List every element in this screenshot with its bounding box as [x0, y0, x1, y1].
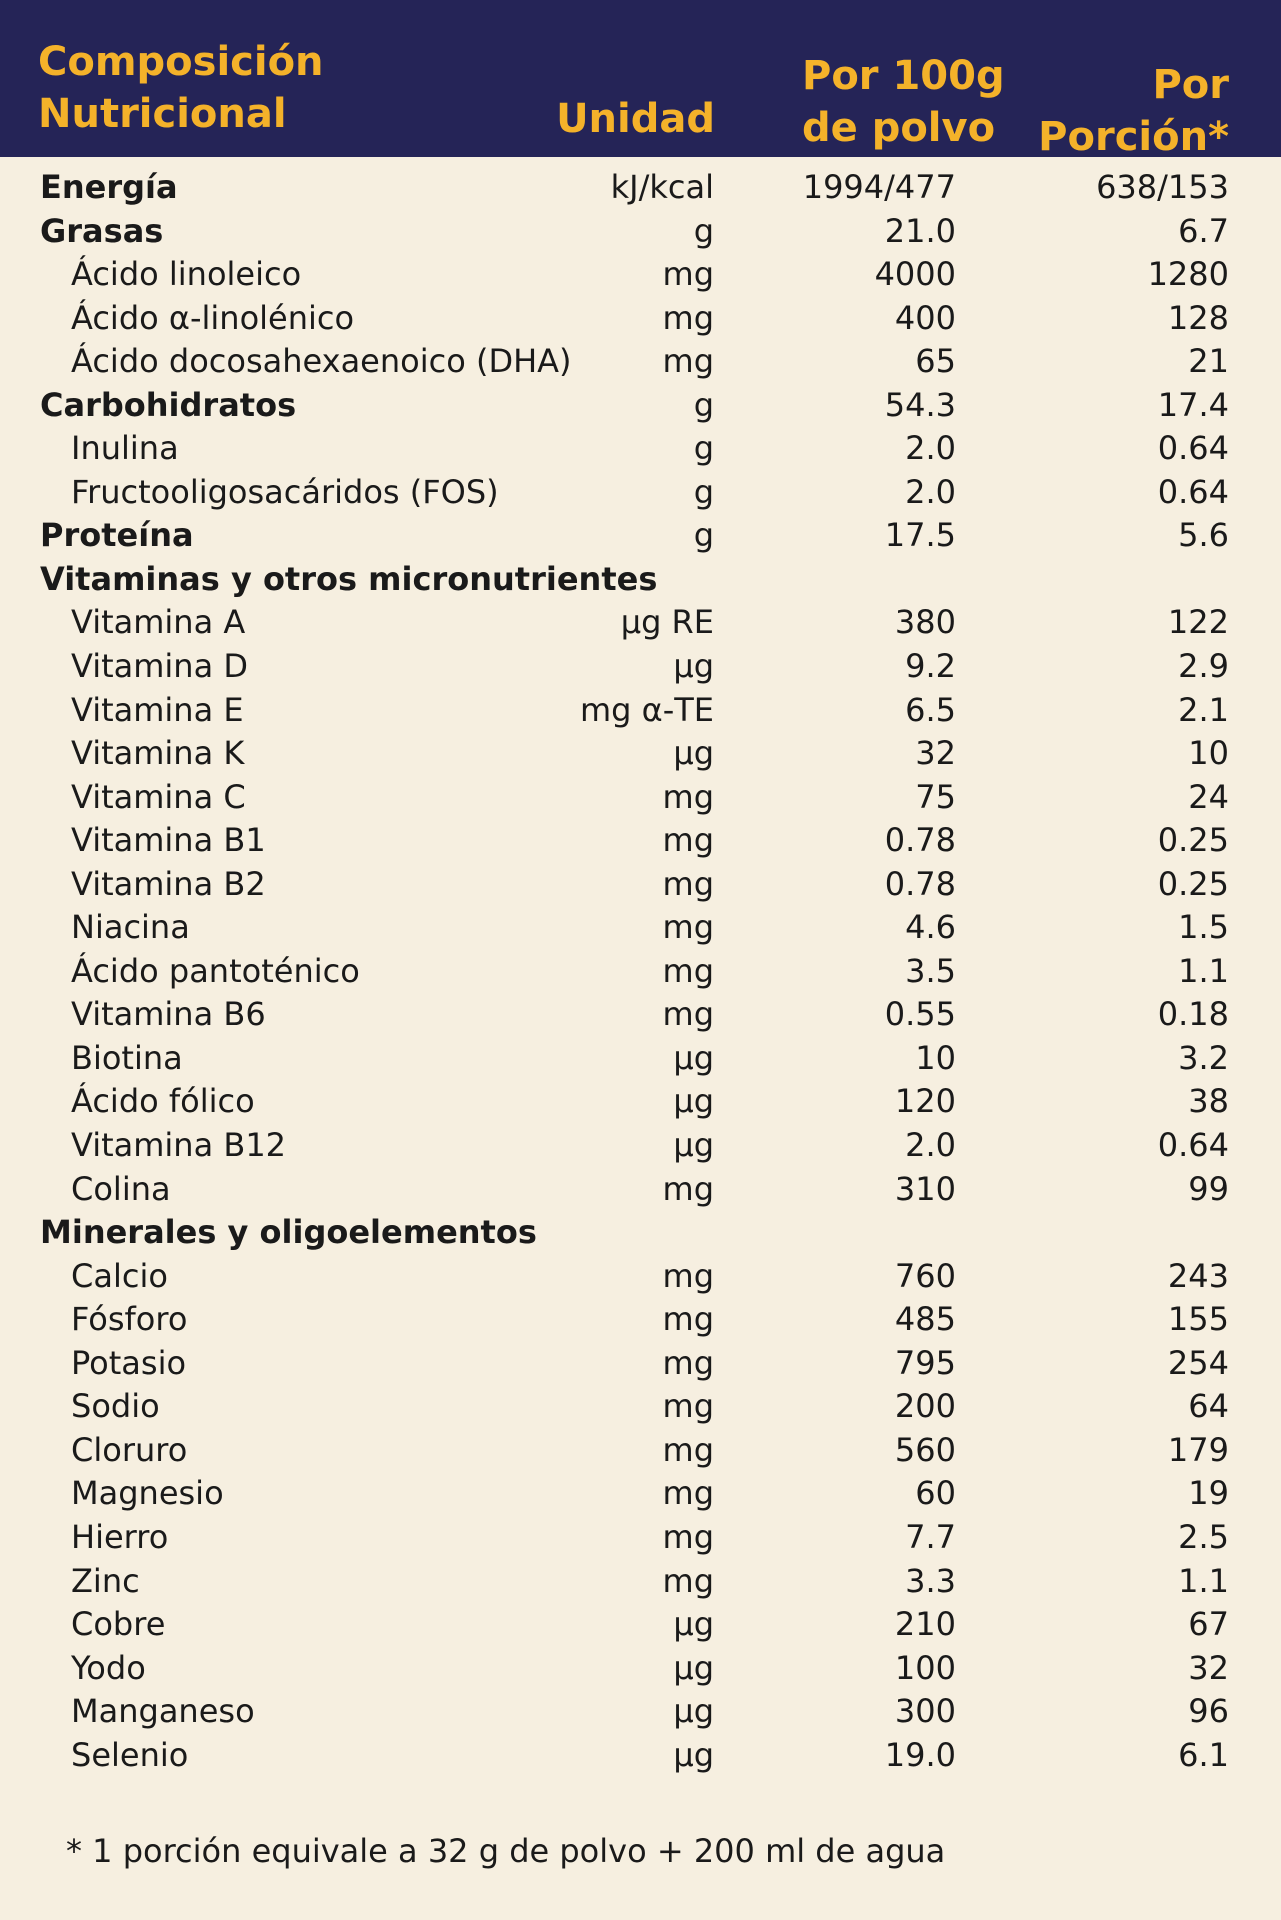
per-100g-value: 380: [894, 603, 956, 642]
per-portion-value: 0.18: [1157, 995, 1229, 1034]
per-portion-value: 155: [1167, 1300, 1229, 1339]
unit-cell: mg: [662, 1256, 714, 1295]
unit-cell: mg: [662, 908, 714, 947]
table-row: [0, 471, 1281, 515]
table-row: [0, 1472, 1281, 1516]
per-100g-value: 4.6: [905, 908, 956, 947]
unit-cell: µg: [673, 647, 714, 686]
nutrient-name: Vitamina K: [71, 734, 245, 773]
unit-cell: µg: [673, 1605, 714, 1644]
per-portion-value: 19: [1188, 1474, 1229, 1513]
unit-cell: g: [693, 429, 714, 468]
unit-cell: mg: [662, 777, 714, 816]
table-row: [0, 384, 1281, 428]
unit-cell: mg: [662, 298, 714, 337]
table-row: [0, 1516, 1281, 1560]
per-100g-value: 0.78: [884, 821, 956, 860]
nutrient-name: Ácido pantoténico: [71, 951, 360, 990]
nutrient-name: Yodo: [71, 1648, 146, 1687]
unit-cell: mg α-TE: [579, 690, 714, 729]
per-portion-value: 3.2: [1178, 1038, 1229, 1077]
per-portion-value: 243: [1167, 1256, 1229, 1295]
per-portion-value: 1.5: [1178, 908, 1229, 947]
unit-cell: mg: [662, 821, 714, 860]
nutrient-name: Sodio: [71, 1387, 160, 1426]
per-portion-value: 32: [1188, 1648, 1229, 1687]
per-portion-value: 38: [1188, 1082, 1229, 1121]
per-100g-value: 300: [894, 1692, 956, 1731]
nutrient-name: Manganeso: [71, 1692, 255, 1731]
per-100g-value: 485: [894, 1300, 956, 1339]
table-row: [0, 906, 1281, 950]
per-100g-value: 19.0: [884, 1735, 956, 1774]
nutrient-name: Biotina: [71, 1038, 183, 1077]
nutrient-name: Cloruro: [71, 1430, 188, 1469]
table-row: [0, 1603, 1281, 1647]
unit-cell: mg: [662, 1169, 714, 1208]
table-row: [0, 1298, 1281, 1342]
nutrient-name: Vitamina B2: [71, 864, 266, 903]
per-100g-value: 21.0: [884, 211, 956, 250]
table-row: [0, 297, 1281, 341]
per-100g-value: 3.3: [905, 1561, 956, 1600]
header-per-portion: Por Porción*: [1038, 62, 1229, 160]
header-title: Composición Nutricional: [38, 39, 324, 137]
nutrient-name: Vitaminas y otros micronutrientes: [40, 559, 658, 598]
unit-cell: kJ/kcal: [610, 168, 714, 206]
table-row: [0, 1342, 1281, 1386]
per-portion-value: 21: [1188, 342, 1229, 381]
unit-cell: g: [693, 385, 714, 424]
per-portion-value: 1.1: [1178, 1561, 1229, 1600]
table-row: [0, 1385, 1281, 1429]
per-100g-value: 795: [894, 1343, 956, 1382]
per-portion-value: 5.6: [1178, 516, 1229, 555]
table-row: [0, 1734, 1281, 1778]
unit-cell: µg: [673, 1082, 714, 1121]
per-portion-value: 2.1: [1178, 690, 1229, 729]
per-portion-value: 2.9: [1178, 647, 1229, 686]
nutrient-name: Ácido fólico: [71, 1082, 255, 1121]
per-100g-value: 310: [894, 1169, 956, 1208]
per-portion-value: 0.25: [1157, 864, 1229, 903]
per-100g-value: 2.0: [905, 429, 956, 468]
per-100g-value: 6.5: [905, 690, 956, 729]
nutrient-name: Selenio: [71, 1735, 189, 1774]
nutrient-name: Vitamina A: [71, 603, 246, 642]
per-100g-value: 9.2: [905, 647, 956, 686]
unit-cell: mg: [662, 1387, 714, 1426]
table-row: [0, 210, 1281, 254]
per-100g-value: 760: [894, 1256, 956, 1295]
table-row: [0, 689, 1281, 733]
table-row: [0, 732, 1281, 776]
per-portion-value: 179: [1167, 1430, 1229, 1469]
nutrient-name: Grasas: [40, 211, 164, 250]
per-100g-value: 65: [915, 342, 956, 381]
per-portion-value: 96: [1188, 1692, 1229, 1731]
table-row: [0, 166, 1281, 210]
table-row: [0, 819, 1281, 863]
unit-cell: µg: [673, 1648, 714, 1687]
nutrient-name: Vitamina C: [71, 777, 246, 816]
unit-cell: µg RE: [620, 603, 714, 642]
nutrient-name: Proteína: [40, 516, 194, 555]
nutrient-name: Inulina: [71, 429, 179, 468]
table-row: [0, 950, 1281, 994]
per-100g-value: 10: [915, 1038, 956, 1077]
per-portion-value: 0.64: [1157, 472, 1229, 511]
nutrient-name: Fósforo: [71, 1300, 188, 1339]
nutrient-name: Zinc: [71, 1561, 140, 1600]
unit-cell: mg: [662, 1430, 714, 1469]
unit-cell: g: [693, 211, 714, 250]
table-row: [0, 253, 1281, 297]
table-row: [0, 514, 1281, 558]
nutrient-name: Carbohidratos: [40, 385, 297, 424]
header-unit: Unidad: [556, 96, 715, 142]
table-row: [0, 645, 1281, 689]
per-portion-value: 254: [1167, 1343, 1229, 1382]
unit-cell: µg: [673, 734, 714, 773]
unit-cell: g: [693, 516, 714, 555]
header-per-100g: Por 100g de polvo: [802, 53, 1005, 151]
footnote: * 1 porción equivale a 32 g de polvo + 200 ml de agua: [66, 1832, 946, 1870]
nutrient-name: Vitamina B12: [71, 1126, 287, 1165]
table-row: [0, 993, 1281, 1037]
table-header: [0, 0, 1281, 160]
unit-cell: mg: [662, 951, 714, 990]
nutrient-name: Cobre: [71, 1605, 166, 1644]
unit-cell: mg: [662, 1561, 714, 1600]
per-100g-value: 54.3: [884, 385, 956, 424]
per-100g-value: 560: [894, 1430, 956, 1469]
per-100g-value: 210: [894, 1605, 956, 1644]
per-100g-value: 400: [894, 298, 956, 337]
nutrient-name: Niacina: [71, 908, 190, 947]
unit-cell: µg: [673, 1735, 714, 1774]
unit-cell: µg: [673, 1038, 714, 1077]
nutrient-name: Ácido linoleico: [71, 255, 302, 294]
per-100g-value: 32: [915, 734, 956, 773]
per-portion-value: 99: [1188, 1169, 1229, 1208]
table-row: [0, 601, 1281, 645]
per-100g-value: 120: [894, 1082, 956, 1121]
unit-cell: g: [693, 472, 714, 511]
per-portion-value: 6.7: [1178, 211, 1229, 250]
per-portion-value: 17.4: [1157, 385, 1229, 424]
per-100g-value: 7.7: [905, 1517, 956, 1556]
unit-cell: mg: [662, 1517, 714, 1556]
per-100g-value: 100: [894, 1648, 956, 1687]
nutrient-name: Minerales y oligoelementos: [40, 1213, 537, 1252]
table-row: [0, 427, 1281, 471]
per-portion-value: 0.64: [1157, 1126, 1229, 1165]
unit-cell: mg: [662, 1343, 714, 1382]
per-portion-value: 24: [1188, 777, 1229, 816]
per-100g-value: 2.0: [905, 472, 956, 511]
per-portion-value: 122: [1167, 603, 1229, 642]
table-row: [0, 1647, 1281, 1691]
per-100g-value: 75: [915, 777, 956, 816]
per-100g-value: 2.0: [905, 1126, 956, 1165]
nutrient-name: Vitamina D: [71, 647, 248, 686]
per-100g-value: 1994/477: [802, 168, 956, 206]
per-100g-value: 200: [894, 1387, 956, 1426]
unit-cell: µg: [673, 1126, 714, 1165]
table-row: [0, 1429, 1281, 1473]
nutrient-name: Ácido docosahexaenoico (DHA): [71, 342, 572, 381]
unit-cell: mg: [662, 864, 714, 903]
per-100g-value: 17.5: [884, 516, 956, 555]
table-row: [0, 863, 1281, 907]
nutrient-name: Vitamina B6: [71, 995, 266, 1034]
table-row: [0, 1255, 1281, 1299]
per-100g-value: 3.5: [905, 951, 956, 990]
unit-cell: µg: [673, 1692, 714, 1731]
per-portion-value: 10: [1188, 734, 1229, 773]
per-portion-value: 0.25: [1157, 821, 1229, 860]
unit-cell: mg: [662, 1474, 714, 1513]
nutrient-name: Hierro: [71, 1517, 169, 1556]
nutrient-name: Fructooligosacáridos (FOS): [71, 472, 499, 511]
per-portion-value: 1.1: [1178, 951, 1229, 990]
table-row: [0, 340, 1281, 384]
nutrient-name: Vitamina B1: [71, 821, 266, 860]
per-portion-value: 1280: [1147, 255, 1229, 294]
per-portion-value: 638/153: [1096, 168, 1229, 206]
nutrient-name: Magnesio: [71, 1474, 224, 1513]
unit-cell: mg: [662, 255, 714, 294]
unit-cell: mg: [662, 342, 714, 381]
per-100g-value: 0.55: [884, 995, 956, 1034]
table-row: [0, 1168, 1281, 1212]
table-row: [0, 1080, 1281, 1124]
per-portion-value: 67: [1188, 1605, 1229, 1644]
unit-cell: mg: [662, 995, 714, 1034]
nutrient-name: Calcio: [71, 1256, 168, 1295]
table-row: [0, 1560, 1281, 1604]
nutrient-name: Vitamina E: [71, 690, 244, 729]
per-portion-value: 128: [1167, 298, 1229, 337]
per-portion-value: 64: [1188, 1387, 1229, 1426]
table-row: [0, 1124, 1281, 1168]
unit-cell: mg: [662, 1300, 714, 1339]
section-header-row: [0, 558, 1281, 602]
per-portion-value: 6.1: [1178, 1735, 1229, 1774]
per-100g-value: 4000: [874, 255, 956, 294]
nutrient-name: Ácido α-linolénico: [71, 298, 355, 337]
per-portion-value: 2.5: [1178, 1517, 1229, 1556]
table-row: [0, 1690, 1281, 1734]
nutrient-name: Colina: [71, 1169, 171, 1208]
nutrient-name: Potasio: [71, 1343, 187, 1382]
nutrition-table-body: [0, 166, 1281, 1777]
table-row: [0, 776, 1281, 820]
section-header-row: [0, 1211, 1281, 1255]
nutrient-name: Energía: [40, 168, 178, 206]
table-row: [0, 1037, 1281, 1081]
per-100g-value: 60: [915, 1474, 956, 1513]
per-portion-value: 0.64: [1157, 429, 1229, 468]
per-100g-value: 0.78: [884, 864, 956, 903]
